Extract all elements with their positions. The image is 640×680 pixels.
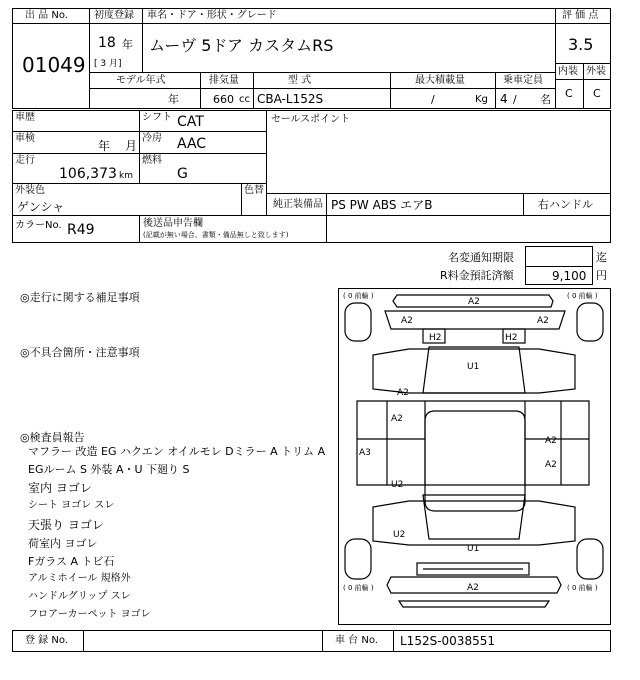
capacity-label: 乗車定員 (503, 75, 543, 86)
car-name-cell (142, 23, 556, 73)
inspection-month-unit: 月 (125, 139, 138, 153)
displacement-cell (200, 88, 254, 109)
report-line: シート ヨゴレ スレ (28, 500, 115, 511)
mark-quarter-left: U2 (393, 530, 406, 540)
reg-label-cell (12, 630, 84, 652)
first-reg-label-cell (89, 8, 143, 24)
color-no-label: カラーNo. (15, 220, 62, 231)
equipment-label-cell (266, 193, 327, 216)
mark-front-bumper: A2 (468, 297, 480, 307)
chassis-cell (393, 630, 611, 652)
report-line: 室内 ヨゴレ (28, 481, 92, 495)
displacement-label: 排気量 (209, 75, 239, 86)
repaint-cell (241, 183, 267, 216)
fuel-value: G (177, 166, 188, 182)
mark-hood-right: A2 (537, 316, 549, 326)
post-report-note: (記載が無い場合、書類・備品無しと致します) (143, 231, 289, 239)
report-line: EGルーム S 外装 A・U 下廻り S (28, 463, 190, 476)
wheel-front-left (345, 303, 371, 341)
recycle-box (525, 266, 593, 285)
exterior-label: 外装 (586, 66, 606, 77)
lot-label-cell (12, 8, 90, 24)
mark-door-left-front: A2 (391, 414, 403, 424)
first-reg-month: [ 3 月] (94, 59, 122, 69)
color-no-value: R49 (67, 222, 95, 238)
mark-roof-front: U1 (467, 362, 480, 372)
capacity-value: 4 (500, 92, 508, 106)
corner-label-rl: ( 0 前輪 ) (343, 584, 374, 592)
corner-label-fl: ( 0 前輪 ) (343, 292, 374, 300)
exterior-grade-cell (583, 79, 611, 109)
equipment-label: 純正装備品 (273, 199, 323, 210)
mark-side-left: A3 (359, 448, 371, 458)
car-name: ムーヴ 5ドア カスタムRS (149, 36, 334, 55)
displacement-unit: cc (239, 94, 250, 105)
type-label: 型 式 (288, 75, 312, 86)
sales-point-label: セールスポイント (271, 114, 351, 125)
roof-panel (425, 411, 525, 511)
type-cell (253, 88, 391, 109)
defect-notes-label: ◎不具合箇所・注意事項 (20, 346, 140, 359)
grade-label-cell (555, 8, 611, 24)
report-line: アルミホイール 規格外 (28, 573, 131, 584)
displacement-label-cell (200, 72, 254, 89)
mark-rear-bumper: A2 (467, 583, 479, 593)
chassis-label-cell (322, 630, 394, 652)
color-cell (12, 183, 242, 216)
post-report-label: 後送品申告欄 (143, 218, 203, 229)
color-label: 外装色 (15, 185, 45, 196)
grade-cell (555, 23, 611, 64)
displacement-value: 660 (213, 93, 234, 106)
model-year-unit: 年 (168, 93, 179, 106)
post-report-body (326, 215, 611, 243)
driving-notes-label: ◎走行に関する補足事項 (20, 291, 140, 304)
first-reg-year-unit: 年 (122, 38, 133, 51)
mark-door-left-rear: U2 (391, 480, 404, 490)
exterior-grade: C (593, 87, 601, 100)
recycle-amount: 9,100 (552, 269, 587, 283)
mark-door-right-front: A2 (545, 436, 557, 446)
grade-value: 3.5 (568, 35, 594, 54)
mark-h2-left: H2 (429, 333, 442, 343)
model-year-label: モデル年式 (116, 75, 166, 86)
report-line: フロアーカーペット ヨゴレ (28, 609, 151, 620)
grade-label: 評 価 点 (562, 10, 599, 21)
type-value: CBA-L152S (257, 92, 324, 106)
capacity-label-cell (495, 72, 556, 89)
max-load-unit: Kg (475, 94, 488, 105)
color-value: ゲンシャ (17, 200, 65, 214)
report-line: 天張り ヨゴレ (28, 518, 104, 532)
type-label-cell (253, 72, 391, 89)
lot-label: 出 品 No. (25, 10, 68, 21)
fuel-cell (139, 153, 267, 184)
repaint-label: 色替 (244, 185, 264, 196)
inspection-year-unit: 年 (98, 139, 111, 153)
interior-grade: C (565, 87, 573, 100)
report-line: ハンドルグリップ スレ (28, 591, 131, 602)
sales-point-cell (266, 110, 611, 194)
recycle-unit: 円 (596, 269, 607, 282)
ac-label: 冷房 (142, 133, 162, 144)
lot-number: 01049 (22, 53, 86, 77)
name-change-unit: 迄 (596, 251, 607, 264)
mileage-value: 106,373 (59, 166, 117, 182)
max-load-sep: / (431, 93, 435, 106)
chassis-label: 車 台 No. (335, 635, 378, 646)
mileage-label: 走行 (15, 155, 35, 166)
mark-hood-left: A2 (401, 316, 413, 326)
reg-value-cell (83, 630, 323, 652)
rear-step (399, 601, 549, 607)
car-name-label-cell (142, 8, 556, 24)
equipment-cell (326, 193, 524, 216)
chassis-value: L152S-0038551 (400, 634, 495, 648)
ac-cell (139, 131, 267, 154)
equipment-value: PS PW ABS エアB (331, 198, 433, 212)
inspector-report-label: ◎検査員報告 (20, 431, 85, 444)
car-name-label: 車名・ドア・形状・グレード (147, 10, 277, 21)
wheel-rear-left (345, 539, 371, 579)
report-line: Fガラス A トビ石 (28, 555, 115, 568)
history-cell (12, 110, 140, 132)
recycle-label: R料金預託済額 (440, 269, 514, 282)
capacity-sep: / (513, 93, 517, 106)
max-load-label: 最大積載量 (415, 75, 465, 86)
report-line: 荷室内 ヨゴレ (28, 537, 98, 550)
inspection-label: 車検 (15, 133, 35, 144)
interior-grade-cell (555, 79, 584, 109)
exterior-label-cell (583, 63, 611, 80)
corner-label-fr: ( 0 前輪 ) (567, 292, 598, 300)
car-diagram (338, 288, 611, 625)
interior-label-cell (555, 63, 584, 80)
inspector-report-lines (28, 446, 328, 628)
mark-trunk: U1 (467, 544, 480, 554)
reg-label: 登 録 No. (25, 635, 68, 646)
first-reg-year: 18 (98, 35, 116, 51)
shift-cell (139, 110, 267, 132)
color-no-cell (12, 215, 140, 243)
wheel-front-right (577, 303, 603, 341)
interior-label: 内装 (558, 66, 578, 77)
mileage-cell (12, 153, 140, 184)
capacity-unit: 名 (540, 93, 551, 106)
corner-label-rr: ( 0 前輪 ) (567, 584, 598, 592)
ac-value: AAC (177, 136, 207, 152)
first-reg-label: 初度登録 (94, 10, 134, 21)
name-change-box (525, 246, 593, 267)
model-year-label-cell (89, 72, 201, 89)
mark-h2-right: H2 (505, 333, 518, 343)
shift-value: CAT (177, 114, 204, 130)
mark-fender-left: A2 (397, 388, 409, 398)
max-load-cell (390, 88, 496, 109)
mileage-unit: km (119, 171, 133, 181)
wheel-rear-right (577, 539, 603, 579)
model-year-cell (89, 88, 201, 109)
steering-value: 右ハンドル (538, 198, 593, 211)
report-line: マフラー 改造 EG ハクエン オイルモレ Dミラー A トリム A (28, 445, 326, 458)
fuel-label: 燃料 (142, 155, 162, 166)
inspection-cell (12, 131, 140, 154)
max-load-label-cell (390, 72, 496, 89)
shift-label: シフト (142, 112, 172, 123)
history-label: 車歴 (15, 112, 35, 123)
post-report-cell (139, 215, 327, 243)
lot-number-cell (12, 23, 90, 109)
name-change-label: 名変通知期限 (448, 251, 514, 264)
first-reg-value-cell (89, 23, 143, 73)
mark-door-right-rear: A2 (545, 460, 557, 470)
capacity-cell (495, 88, 556, 109)
steering-cell (523, 193, 611, 216)
